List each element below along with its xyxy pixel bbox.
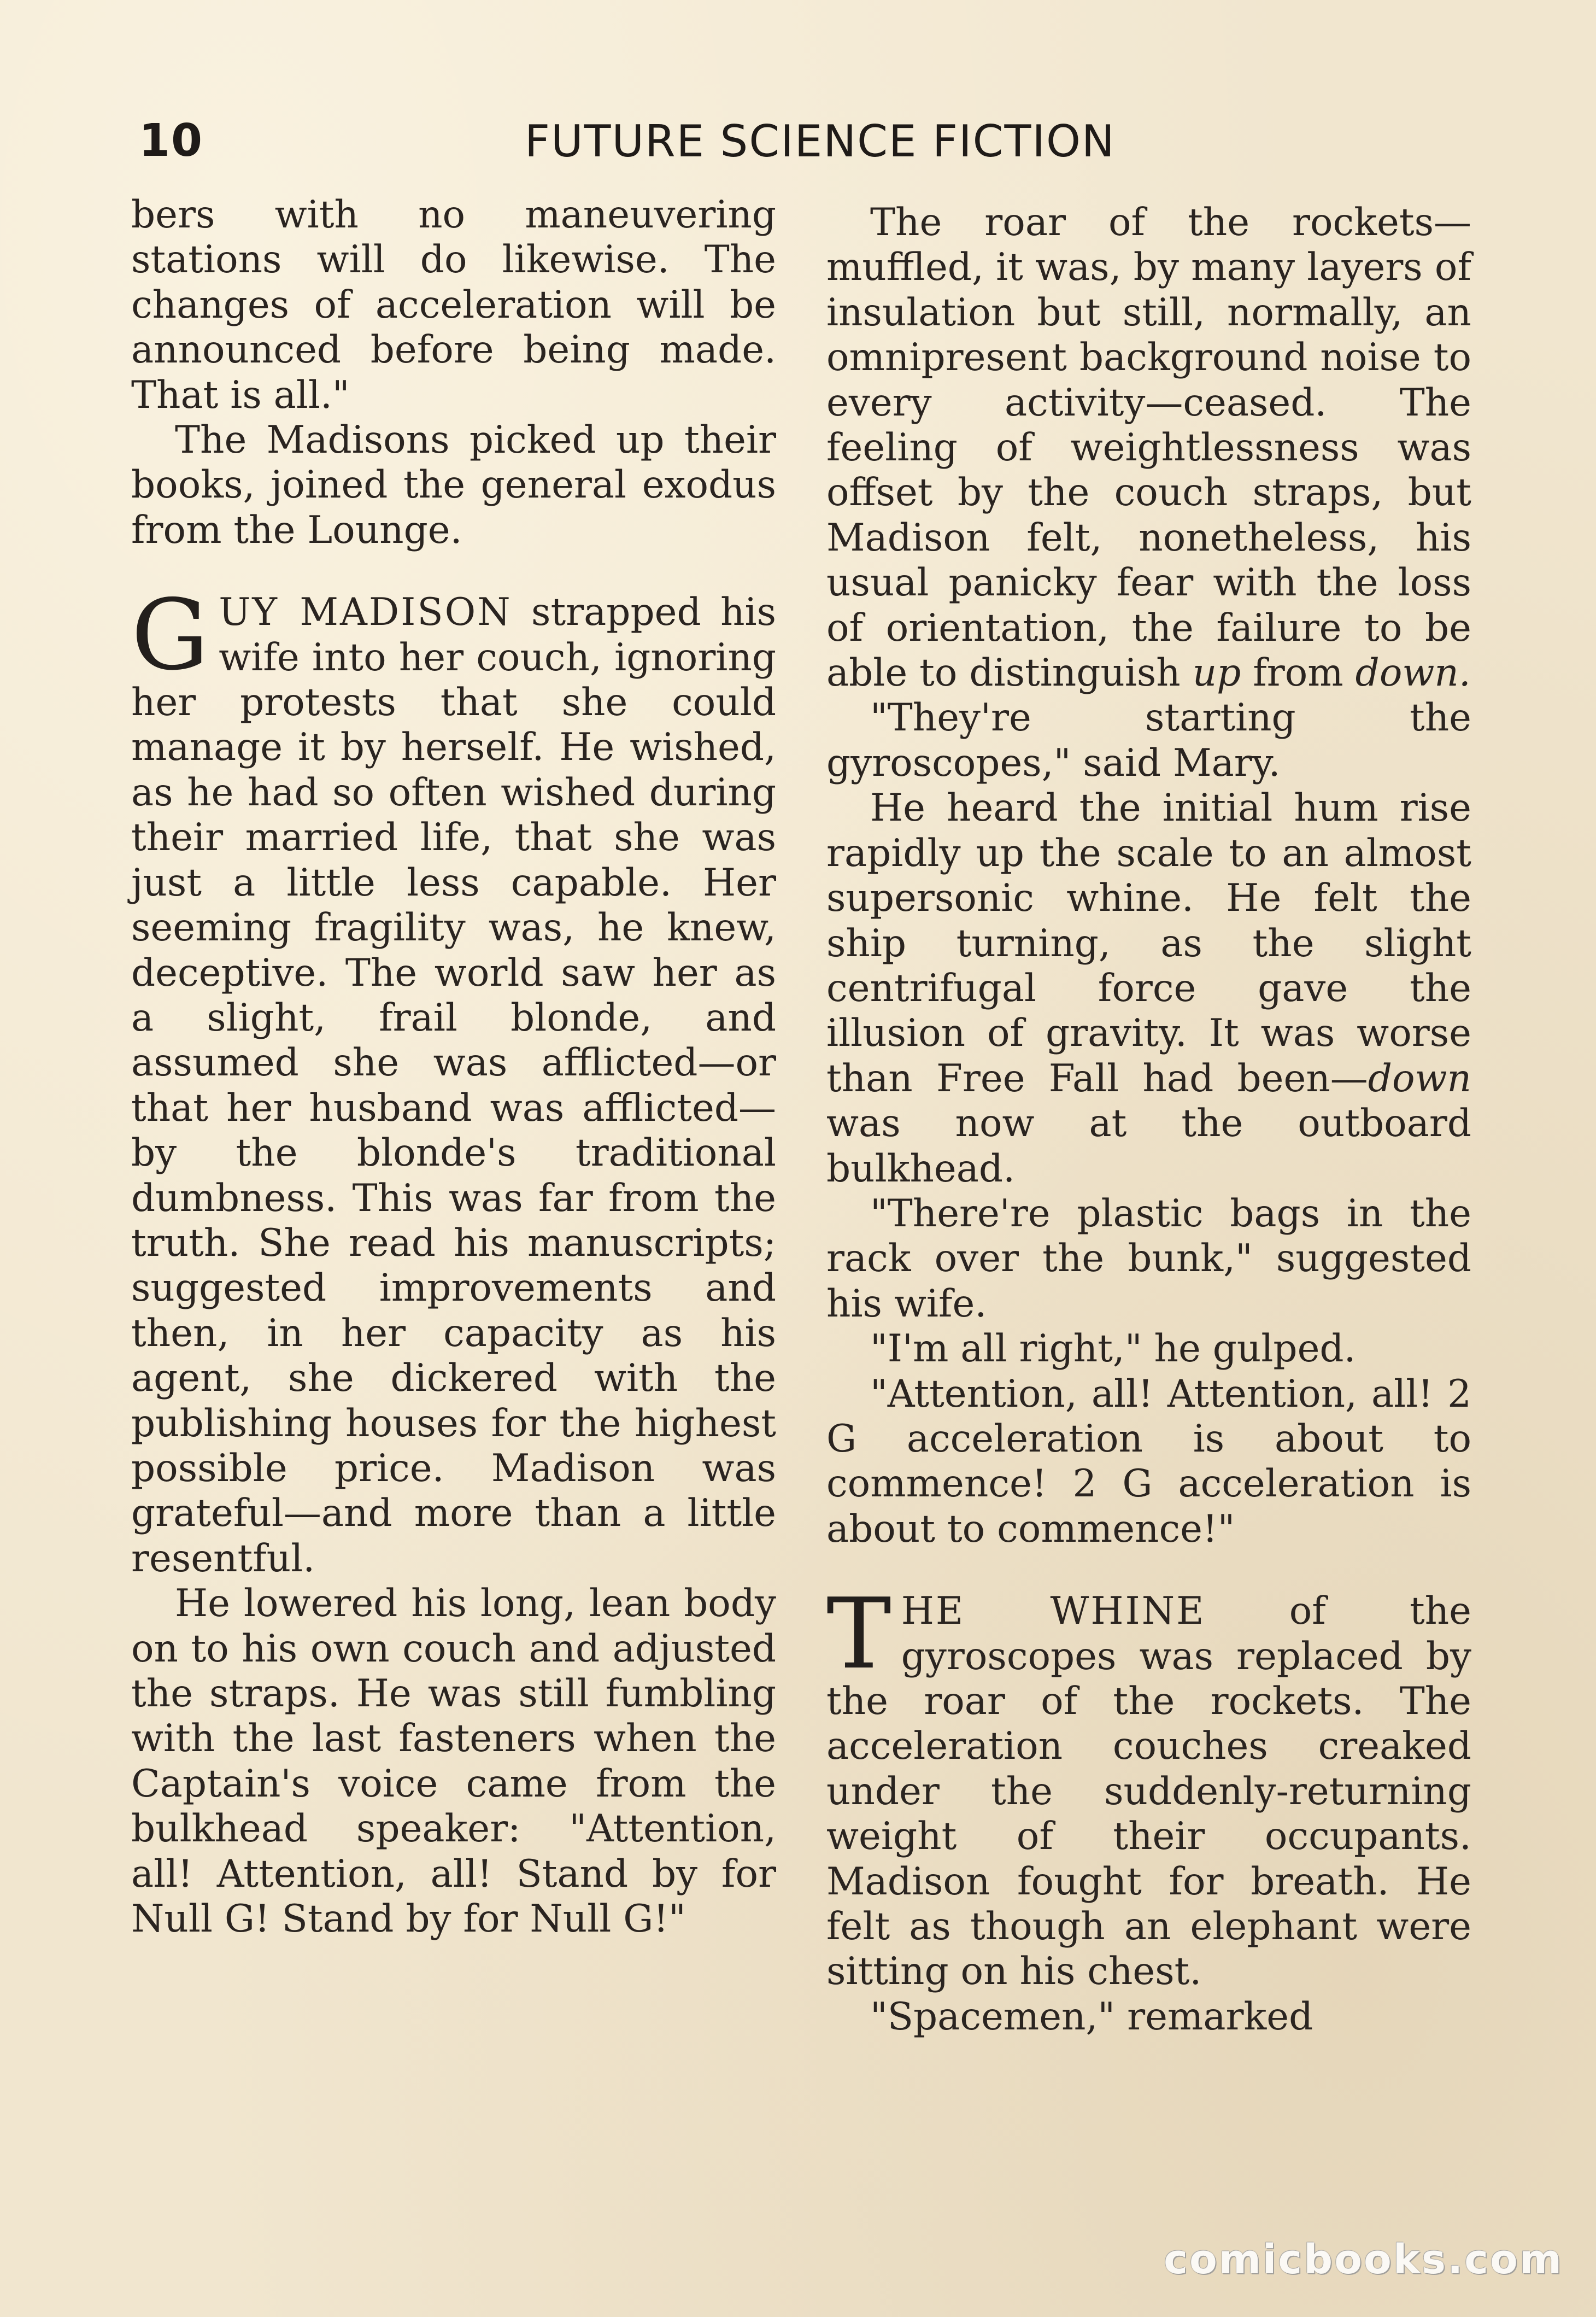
paragraph: bers with no maneuvering stations will do likewise. The changes of acceleration will be announced before being made. That is all." — [131, 193, 776, 417]
paragraph-text: of the gyroscopes was replaced by the roar of the rockets. The acceleration couches creaked under the suddenly-returning weight of their occupants. Madison fought for breath. He felt as though an elephant were sitting on his chest. — [826, 1589, 1471, 1994]
paragraph: "Spacemen," remarked — [870, 1994, 1313, 2039]
paragraph-text: The roar of the rockets—muffled, it was, by many layers of insulation but still, normally, an omnipresent background noise to every activity—ceased. The feeling of weightlessness was offset by the couch straps, but Madison felt, nonetheless, his usual panicky fear with the loss of orientation, the failure to be able to distinguish — [826, 201, 1471, 695]
left-column — [131, 192, 776, 1941]
paragraph: "They're starting the gyroscopes," said Mary. — [826, 696, 1471, 785]
drop-cap: T — [826, 1577, 891, 1691]
right-column — [826, 192, 1471, 2039]
paragraph-text: strapped his wife into her couch, ignoring her protests that she could manage it by herself. He wished, as he had so often wished during their married life, that she was just a little less capable. Her seeming fragility was, he knew, deceptive. The world saw her as a slight, frail blonde, and assumed she was afflicted—or that her husband was afflicted—by the blonde's traditional dumbness. This was far from the truth. She read his manuscripts; suggested improvements and then, in her capacity as his agent, she dickered with the publishing houses for the highest possible price. Madison was grateful—and more than a little resentful. — [131, 590, 776, 1581]
emphasis: up — [1192, 651, 1241, 695]
lead-in-caps: HE WHINE — [901, 1589, 1206, 1634]
page-number: 10 — [139, 115, 204, 167]
paragraph-text: He heard the initial hum rise rapidly up the scale to an almost supersonic whine. He felt the ship turning, as the slight centrifugal force gave the illusion of gravity. It was worse than Free Fall had been— — [826, 786, 1471, 1101]
running-head: FUTURE SCIENCE FICTION — [525, 116, 1116, 167]
paragraph: The Madisons picked up their books, joined the general exodus from the Lounge. — [131, 418, 776, 552]
paragraph-text: from — [1241, 651, 1356, 695]
paragraph — [826, 786, 1471, 1191]
paragraph-text: was now at the outboard bulkhead. — [826, 1102, 1471, 1191]
paragraph — [826, 1577, 1471, 1994]
paragraph: "There're plastic bags in the rack over the bunk," suggested his wife. — [826, 1191, 1471, 1326]
paragraph — [131, 578, 776, 1581]
paragraph: "Attention, all! Attention, all! 2 G acceleration is about to commence! 2 G acceleration is about to commence!" — [826, 1372, 1471, 1551]
paragraph: He lowered his long, lean body on to his own couch and adjusted the straps. He was still fumbling with the last fasteners when the Captain's voice came from the bulkhead speaker: "Attention, all! Attention, all! Stand by for Null G! Stand by for Null G!" — [131, 1582, 776, 1941]
paragraph — [826, 200, 1471, 695]
emphasis: down — [1368, 1056, 1471, 1101]
emphasis: down. — [1355, 651, 1471, 695]
watermark: comicbooks.com — [1164, 2236, 1563, 2283]
lead-in-caps: UY MADISON — [219, 590, 512, 635]
paragraph: "I'm all right," he gulped. — [870, 1327, 1356, 1371]
drop-cap: G — [131, 578, 209, 692]
